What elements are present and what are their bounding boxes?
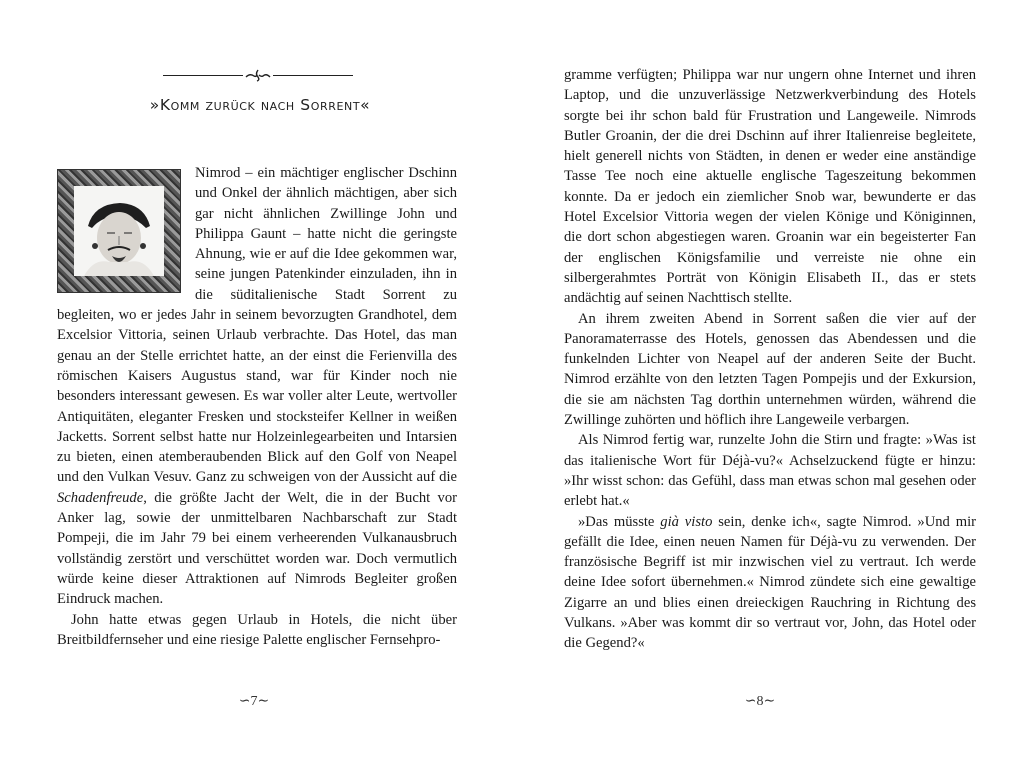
paragraph-continued: gramme verfügten; Philippa war nur ungern ohne Internet und ihren Laptop, und die unzuverlässige Netzwerkverbindung des Hotels sorgte bei ihr schon bald für Frustration und Langeweile. Nimrods Butler Groanin, der die drei Dschinn auf ihrer Italienreise begleitete, hielt generell nichts von Städten, in denen er weder eine anständige Tasse Tee noch eine aktuelle englische Tageszeitung bekommen konnte. Da er jedoch ein ziemlicher Snob war, bewunderte er das Hotel Excelsior Vittoria wegen der vielen Könige und Königinnen, die dort schon abgestiegen waren. Groanin war ein begeisterter Fan der englischen Königsfamilie und verreiste nie ohne ein silbergerahmtes Porträt von Königin Elisabeth II., das er stets andächtig auf seinen Nachttisch stellte. [564,67,976,307]
left-page-body [57,163,457,650]
chapter-title: »Komm zurück nach Sorrent« [149,96,371,114]
paragraph-2: John hatte etwas gegen Urlaub in Hotels, die nicht über Breitbildfernseher und eine riesige Palette englischer Fernsehpro- [57,611,457,648]
italic-gia-visto: già visto [660,513,713,530]
portrait-image [74,186,164,276]
paragraph-gia-visto: »Das müsste già visto sein, denke ich«, sagte Nimrod. »Und mir gefällt die Idee, einen neuen Namen für Déjà-vu zu verwenden. Der französische Begriff ist mir inzwischen viel zu vertraut. Ich werde deine Idee sofort übernehmen.« Nimrod zündete sich eine gewaltige Zigarre an und blies einen dreieckigen Rauchring in Richtung des Vulkans. »Aber was kommt dir so vertraut vor, John, das Hotel oder die Gegend?« [564,513,976,652]
paragraph-1: Nimrod – ein mächtiger englischer Dschinn und Onkel der ähnlich mächtigen, aber sich gar nicht ähnlichen Zwillinge John und Philippa Gaunt – hatte nicht die geringste Ahnung, wie er auf die Idee gekommen war, seine jungen Patenkinder einzuladen, ihn in die süditalienische Stadt Sorrent zu begleiten, wo er jedes Jahr in seinem bevorzugten Grandhotel, dem Excelsior Vittoria, seinen Urlaub verbrachte. Das Hotel, das man genau an der Stelle errichtet hatte, an der einst die Ferienvilla des römischen Kaisers Augustus stand, war für Kinder noch nie besonders interessant gewesen. Es war voller alter Leute, wertvoller Antiquitäten, eleganter Fresken und stocksteifer Kellner in weißen Jacketts. Sorrent selbst hatte nur Holzeinlegearbeiten und Intarsien zu bieten, einen atemberaubenden Blick auf den Golf von Neapel und den Vulkan Vesuv. Ganz zu schweigen von der Aussicht auf die Schadenfreude, die größte Jacht der Welt, die in der Bucht vor Anker lag, sowie der unmittelbaren Nachbarschaft zur Stadt Pompeji, die im Jahr 79 bei einem verheerenden Vulkanausbruch vollständig zerstört und verschüttet worden war. Doch vermutlich würde keine dieser Attraktionen auf Nimrods Begleiter großen Eindruck machen. [57,165,457,608]
nimrod-portrait [57,169,181,293]
chapter-ornament [163,68,353,82]
right-page [510,0,1020,783]
paragraph-deja-vu: Als Nimrod fertig war, runzelte John die Stirn und fragte: »Was ist das italienische Wort für Déjà-vu?« Achselzuckend fügte er hinzu: »Ihr wisst schon: das Gefühl, dass man etwas schon mal gesehen oder erlebt hat.« [564,432,976,510]
portrait-face-icon [74,186,164,276]
page-number-left: ∽7∼ [238,694,270,709]
page-number-value: 7 [250,694,258,709]
ornament-line-left [163,75,243,76]
paragraph-terrace: An ihrem zweiten Abend in Sorrent saßen die vier auf der Panoramaterrasse des Hotels, genossen das Abendessen und die funkelnden Lichter von Neapel auf der anderen Seite der Bucht. Nimrod erzählte von den letzten Tagen Pompejis und der Exkursion, die sie am nächsten Tag dorthin unternehmen würden, während die Zwillinge zuhörten und höflich ihre Langeweile verbargen. [564,310,976,429]
italic-yacht-name: Schadenfreude [57,489,144,506]
right-page-body [564,65,976,654]
page-number-value: 8 [756,694,764,709]
page-number-right: ∽8∼ [744,694,776,709]
flourish-icon [243,68,273,82]
ornament-line-right [273,75,353,76]
